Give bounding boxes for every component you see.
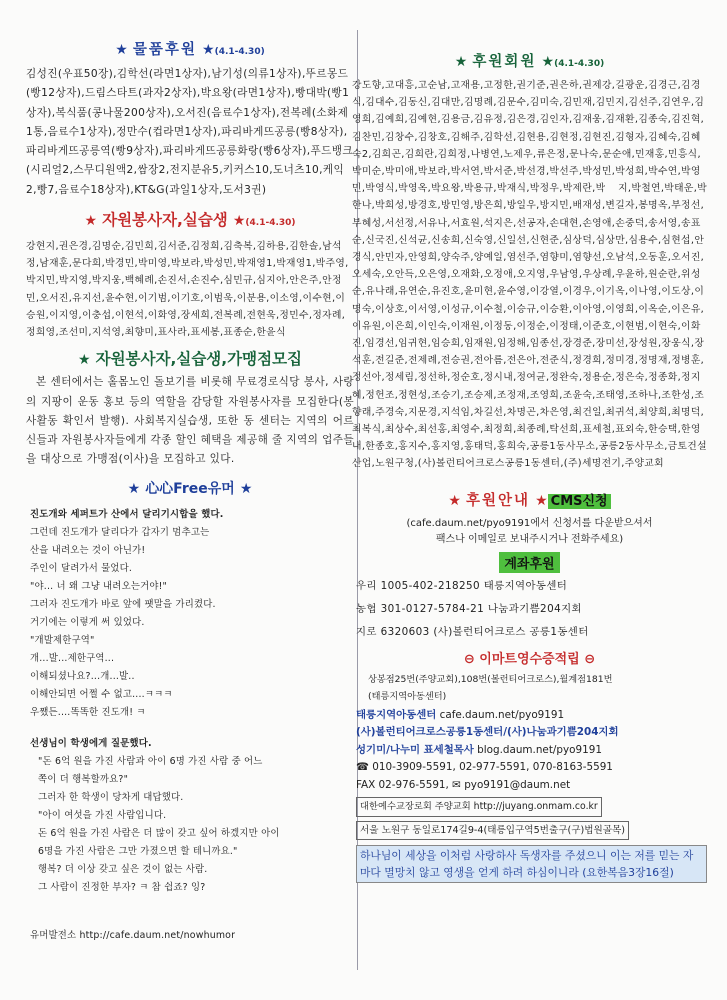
center-name: 태릉지역아동센터 [356, 708, 437, 721]
account-list [352, 575, 707, 644]
footer-line [356, 821, 707, 841]
footer-contacts [352, 707, 707, 884]
guide-heading [352, 489, 707, 510]
goods-date: (4.1-4.30) [214, 47, 265, 57]
emart-heading [352, 648, 707, 667]
members-list: 강도향,고대흥,고순남,고재용,고정한,권기준,권은하,권제강,길광운,김경근,김경식,김대수,김동신,김대만,김명례,김문수,김미숙,김민재,김민지,김선주,김연우,김영희,김예희,김예현,김용금,김유정,김은경,김인자,김재웅,김재환,김종숙,김진혁,김찬민,김창수,김창호,김해주,김학선,김현용,김현정,김현진,김형자,김혜숙,김혜숙2,김희곤,김희란,김희정,나병연,노제우,류은정,문나숙,문순애,민재홍,민흥식,박미순,박미애,박보라,박서연,박서준,박선경,박선주,박성민,박성희,박수연,박영민,박영식,박영옥,박요왕,박용규,박재식,박정우,박제란,박 지,박철연,박태운,박한나,박희성,방경호,방민영,방은희,방일우,방지민,배재성,변길자,봉명옥,부정선,부혜성,서선정,서유나,서효원,석지은,선공자,손대현,손영애,손중덕,송서영,송표순,신국진,신석균,신송희,신숙영,신일선,신현준,심상덕,심상만,심용수,심현섭,안경식,안민자,안영희,양숙주,양예일,염선주,염향미,염향선,오남석,오동훈,오서진,오세숙,오안득,오은영,오재화,오정애,오지영,우남영,우상례,우윤하,원순란,위성순,유나래,유연순,유진호,윤미현,윤수영,이강열,이경우,이기옥,이나영,이도상,이명숙,이상호,이서영,이성규,이수철,이승규,이승환,이아영,이영희,이옥순,이은유,이유원,이은희,이인숙,이재원,이정동,이정순,이정태,이준호,이현범,이현숙,이화진,임경선,임귀현,임승희,임재원,임정해,임종선,장경준,장미선,장성원,장웅식,장석훈,전길준,전제례,전승권,전아름,전은아,전준식,정경희,정미경,정명재,정병훈,정선아,정세림,정선하,정순호,정시내,정여균,정완숙,정용순,정은숙,정종화,정지혜,정헌조,정현성,조승기,조승제,조정재,조영희,조윤숙,조태영,조하나,조한성,조향래,주경숙,지문경,지석임,차길선,차명곤,차은영,최건일,최귀석,최양희,최명덕,최복식,최상수,최선홍,최영수,최정희,최종례,탁선희,표세철,표외숙,한승택,한영내,한종호,홍지수,홍지영,홍태덕,홍희숙,공릉1동사무소,공릉2동사무소,금토건설산업,노원구청,(사)볼런티어크로스공릉1동센터,(주)세명전기,주양교회 [352, 80, 707, 470]
circle-icon: ⊖ [463, 651, 475, 667]
star-icon: ★ [127, 480, 141, 497]
address: 서울 노원구 동일로174길9-4(태릉입구역5번출구(구)법원골목) [356, 821, 629, 841]
volunteers-list: 강현지,권은경,김명순,김민희,김서준,김정희,김축복,김하용,김한솔,남석정,남재훈,문다희,박경민,박미영,박보라,박성민,박재영1,박재영1,박주영,박지민,박지영,박지웅,백혜례,손진서,손진수,심민규,심지아,안은주,안정민,오서진,유지선,윤수현,이기범,이기호,이범욱,이분용,이소영,이수현,이승원,이지영,이충섭,이현석,이화영,장세희,전복례,전현욱,정민수,정자례,정희영,조선미,지석영,최향미,표사라,표세봉,표종순,한윤식 [26, 241, 349, 339]
members-heading [352, 50, 707, 71]
story2-line: "아이 여섯을 가진 사람입니다. [38, 809, 167, 821]
story2-line: 6명을 가진 사람은 그만 가졌으면 할 테니까요." [38, 845, 238, 857]
story1-line: 그런데 진도개가 달리다가 갑자기 멈추고는 [30, 526, 210, 538]
humor-heading [26, 478, 354, 498]
volunteers-date: (4.1-4.30) [245, 218, 296, 229]
story2-line: 돈 6억 원을 가진 사람은 더 많이 갖고 싶어 하겠지만 아이 [38, 827, 280, 839]
phone-numbers: 010-3909-5591, 02-977-5591, 070-8163-5591 [372, 761, 613, 774]
circle-icon: ⊖ [584, 651, 596, 667]
story1-line: 개...발...제한구역... [30, 652, 115, 664]
recruit-text: 본 센터에서는 홀몸노인 돌보기를 비롯해 무료경로식당 봉사, 사랑의 지팡이 운동 홍보 등의 역할을 감당할 자원봉사자를 모집한다(봉사활동 확인서 발행). 사회복지실습생, 또한 동 센터는 지역의 어르신들과 자원봉사자들에게 각종 할인 혜택을 제공해 줄 지역의 업주들을 대상으로 가맹점(이사)을 모집하고 있다. [26, 376, 354, 466]
footer-line [356, 707, 707, 725]
mail-icon: ✉ [452, 778, 461, 791]
story1-line: 이해되셨나요?...개...발.. [30, 670, 135, 682]
story1-line: "야... 너 왜 그냥 내려오는거야!" [30, 580, 168, 592]
email-address[interactable]: pyo9191@daum.net [464, 778, 571, 791]
star-icon: ★ [448, 492, 461, 509]
footer-line: (사)볼런티어크로스공릉1동센터/(사)나눔과기쁨204지회 [356, 726, 619, 739]
verse-ref: (요한복음3장16절) [582, 866, 674, 880]
story2-line: 그 사람이 진정한 부자? ㅋ 참 쉽죠? 잉? [38, 881, 206, 893]
right-column [352, 0, 707, 883]
goods-title: 물품후원 [132, 42, 197, 58]
story2-line: "돈 6억 원을 가진 사람과 아이 6명 가진 사람 중 어느 [38, 755, 263, 767]
recruit-title: 자원봉사자,실습생,가맹점모집 [95, 350, 303, 369]
story1-line: 이해안되면 어쩔 수 없고....ㅋㅋㅋ [30, 688, 173, 700]
story1-line: 주인이 달려가서 물었다. [30, 562, 133, 574]
star-icon: ★ [239, 480, 253, 497]
star-icon: ★ [115, 42, 128, 58]
footer-line [356, 742, 707, 760]
recruit-heading [26, 347, 354, 369]
center-url[interactable]: cafe.daum.net/pyo9191 [439, 708, 565, 721]
story1-line: 우쨌든....똑똑한 진도개! ㅋ [30, 706, 146, 718]
guide-desc-line: (cafe.daum.net/pyo9191에서 신청서를 다운받으셔서 [406, 517, 653, 529]
star-icon: ★ [541, 54, 555, 70]
goods-heading [26, 38, 354, 59]
account-line: 농협 301-0127-5784-21 나눔과기쁨204지회 [356, 602, 582, 615]
story1-line: 진도개와 세퍼트가 산에서 달리기시합을 했다. [30, 508, 224, 520]
star-icon: ★ [454, 54, 468, 70]
guide-title: 후원안내 [466, 492, 531, 509]
star-icon: ★ [77, 352, 91, 369]
phone-icon: ☎ [356, 761, 369, 774]
blog-url[interactable]: blog.daum.net/pyo9191 [477, 743, 602, 756]
star-icon: ★ [535, 492, 548, 509]
footer-line [356, 777, 707, 795]
volunteers-heading [26, 208, 354, 230]
star-icon: ★ [232, 213, 246, 230]
emart-line: 상봉점25번(주양교회),108번(볼런티어크로스),월계점181번 [368, 673, 613, 685]
fax-number: FAX 02-976-5591, [356, 778, 449, 791]
humor-story-2 [26, 735, 354, 897]
story2-line: 행복? 더 이상 갖고 싶은 것이 없는 사람. [38, 863, 208, 875]
members-date: (4.1-4.30) [554, 59, 605, 69]
footer-line [356, 797, 707, 817]
church-info: 대한예수교장로회 주양교회 http://juyang.onmam.co.kr [356, 797, 602, 817]
footer-line [356, 759, 707, 777]
verse-text: 하나님이 세상을 이처럼 사랑하사 독생자를 주셨으니 이는 저를 믿는 자마다 멸망치 않고 영생을 얻게 하려 하심이니라 [360, 849, 694, 880]
left-column [26, 0, 354, 945]
pastor-name: 성기미/나누미 표세철목사 [356, 743, 474, 756]
account-title: 계좌후원 [499, 552, 559, 573]
members-title: 후원회원 [472, 54, 537, 70]
bible-verse [356, 845, 707, 883]
story2-line: 그러자 한 학생이 당차게 대답했다. [38, 791, 184, 803]
humor-story-1 [26, 506, 354, 722]
emart-title: 이마트영수증적립 [479, 651, 580, 667]
story1-line: 산을 내려오는 것이 아닌가! [30, 544, 146, 556]
story1-line: 그러자 진도개가 바로 앞에 팻말을 가리켰다. [30, 598, 216, 610]
star-icon: ★ [202, 42, 215, 58]
guide-desc [352, 516, 707, 548]
cms-badge[interactable]: CMS신청 [548, 494, 611, 509]
account-line: 우리 1005-402-218250 태릉지역아동센터 [356, 579, 568, 592]
humor-source: 유머발전소 http://cafe.daum.net/nowhumor [30, 929, 236, 941]
story1-line: 거기에는 이렇게 써 있었다. [30, 616, 145, 628]
account-title-wrap [352, 552, 707, 573]
volunteers-title: 자원봉사자,실습생 [102, 211, 228, 230]
star-icon: ★ [84, 213, 98, 230]
story1-line: "개발제한구역" [30, 634, 95, 646]
humor-title: 心心Free유머 [145, 480, 235, 497]
story2-line: 선생님이 학생에게 질문했다. [30, 737, 152, 749]
goods-list: 김성진(우표50장),김학선(라면1상자),남기성(의류1상자),뚜르몽드(빵12상자),드림스타트(과자2상자),박요왕(라면1상자),빵대박(빵1상자),복식품(콩나물200상자),오서진(음료수1상자),전복례(소화제1통,음료수1상자),정만수(컵라면1상자),파리바게뜨공릉(빵8상자),파리바게뜨공릉역(빵9상자),파리바게뜨공릉화랑(빵6상자),푸드뱅크(시리얼2,스무디원액2,쌈장2,전지분유5,키커스10,도너츠10,케익2,빵7,음료수18상자),KT&G(과일1상자,도서3권) [26, 68, 354, 196]
account-line: 지로 6320603 (사)볼런티어크로스 공릉1동센터 [356, 625, 589, 638]
guide-desc-line: 팩스나 이메일로 보내주시거나 전화주세요) [435, 533, 624, 545]
story2-line: 쪽이 더 행복할까요?" [38, 773, 129, 785]
emart-text [352, 671, 707, 705]
emart-line: (태릉지역아동센터) [368, 690, 447, 702]
